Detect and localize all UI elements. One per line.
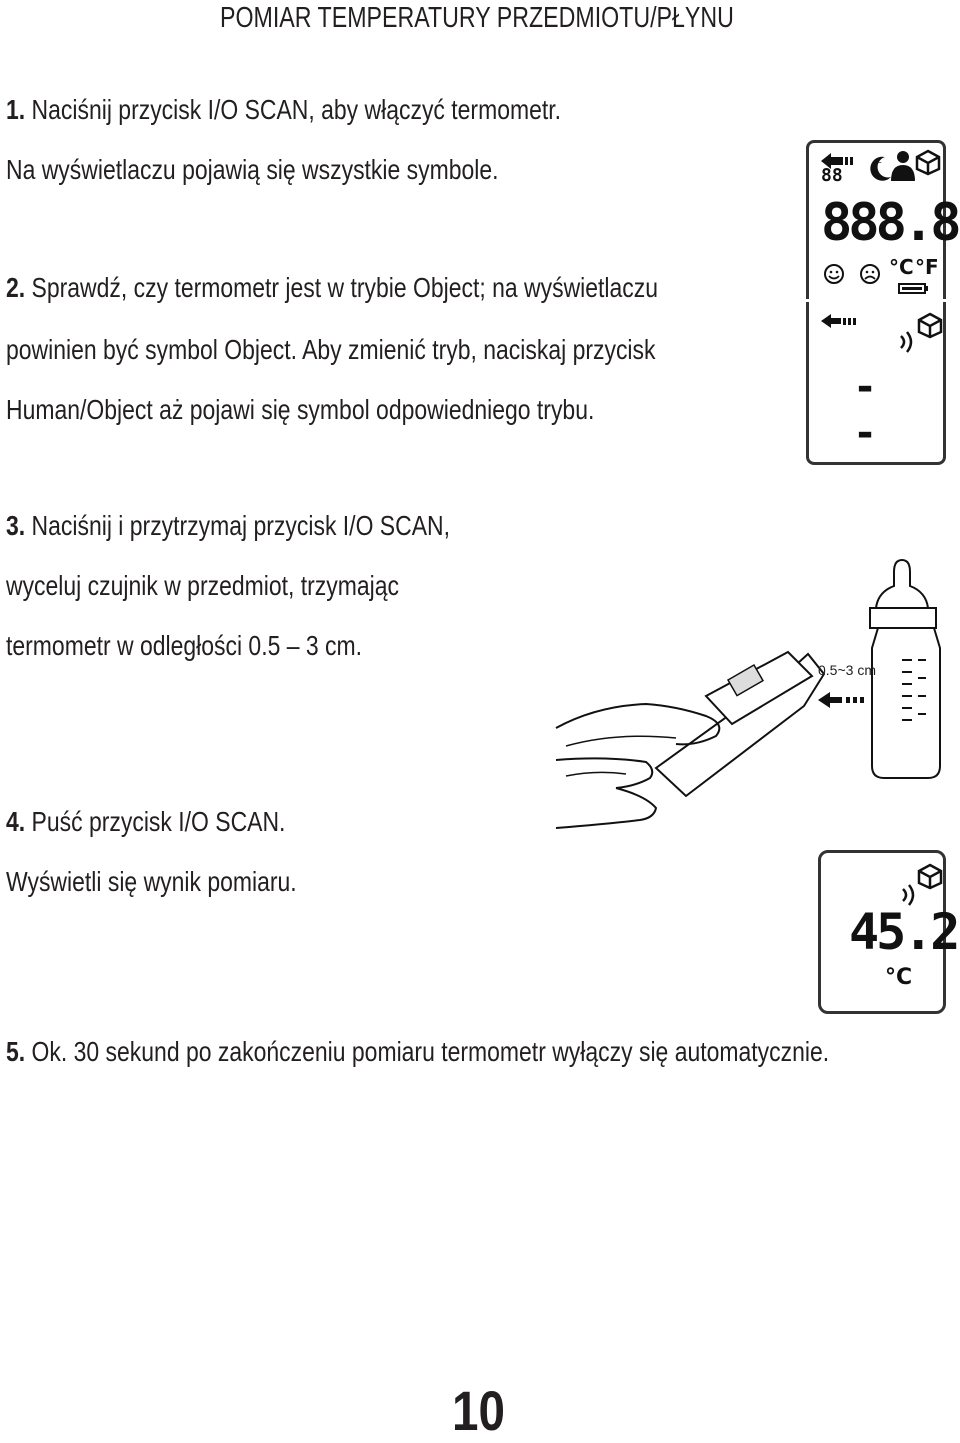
step-2-text: Sprawdź, czy termometr jest w trybie Object; na wyświetlaczu [31, 272, 659, 303]
smile-icon [823, 263, 845, 285]
result-value: 45.2 [849, 903, 958, 961]
step-5-text: Ok. 30 sekund po zakończeniu pomiaru termometr wyłączy się automatycznie. [31, 1036, 830, 1067]
ready-dashes: - - [853, 364, 884, 456]
unit-celsius: °C [889, 255, 914, 279]
lcd-result [818, 850, 958, 1014]
step-3-line-2: wyceluj czujnik w przedmiot, trzymając [6, 570, 399, 601]
step-2-line-1 [6, 272, 658, 304]
step-2-line-3: Human/Object aż pojawi się symbol odpowiedniego trybu. [6, 394, 595, 425]
step-1-number: 1. [6, 94, 26, 125]
step-4-text: Puść przycisk I/O SCAN. [31, 806, 286, 837]
step-3-line-1 [6, 510, 450, 542]
step-4-line-2: Wyświetli się wynik pomiaru. [6, 866, 297, 897]
step-1-text: Naciśnij przycisk I/O SCAN, aby włączyć termometr. [31, 94, 562, 125]
object-icon [917, 312, 943, 338]
step-1-line-1 [6, 94, 561, 126]
step-3-text: Naciśnij i przytrzymaj przycisk I/O SCAN, [31, 510, 450, 541]
step-5-number: 5. [6, 1036, 26, 1067]
page-number: 10 [452, 1379, 505, 1442]
battery-icon [899, 283, 929, 295]
sad-icon [859, 263, 881, 285]
arrow-left-icon [818, 690, 874, 710]
lcd-all-symbols [806, 140, 958, 299]
unit-fahrenheit: °F [915, 255, 939, 279]
step-5-line-1 [6, 1036, 829, 1068]
step-2-number: 2. [6, 272, 26, 303]
step-4-line-1 [6, 806, 285, 838]
distance-label: 0.5~3 cm [818, 662, 876, 678]
step-2-line-2: powinien być symbol Object. Aby zmienić tryb, naciskaj przycisk [6, 334, 656, 365]
object-icon [915, 149, 941, 175]
memory-digits: 88 [821, 165, 843, 186]
step-4-number: 4. [6, 806, 26, 837]
arrow-left-icon [821, 312, 861, 332]
result-unit: °C [885, 965, 913, 990]
object-icon [917, 863, 943, 889]
step-3-number: 3. [6, 510, 26, 541]
main-digits: 888.8 [821, 193, 958, 253]
step-1-line-2: Na wyświetlaczu pojawią się wszystkie symbole. [6, 154, 499, 185]
page-title: POMIAR TEMPERATURY PRZEDMIOTU/PŁYNU [220, 2, 734, 34]
lcd-ready-state [806, 302, 946, 465]
svg-text:z: z [877, 156, 882, 166]
step-3-line-3: termometr w odległości 0.5 – 3 cm. [6, 630, 363, 661]
